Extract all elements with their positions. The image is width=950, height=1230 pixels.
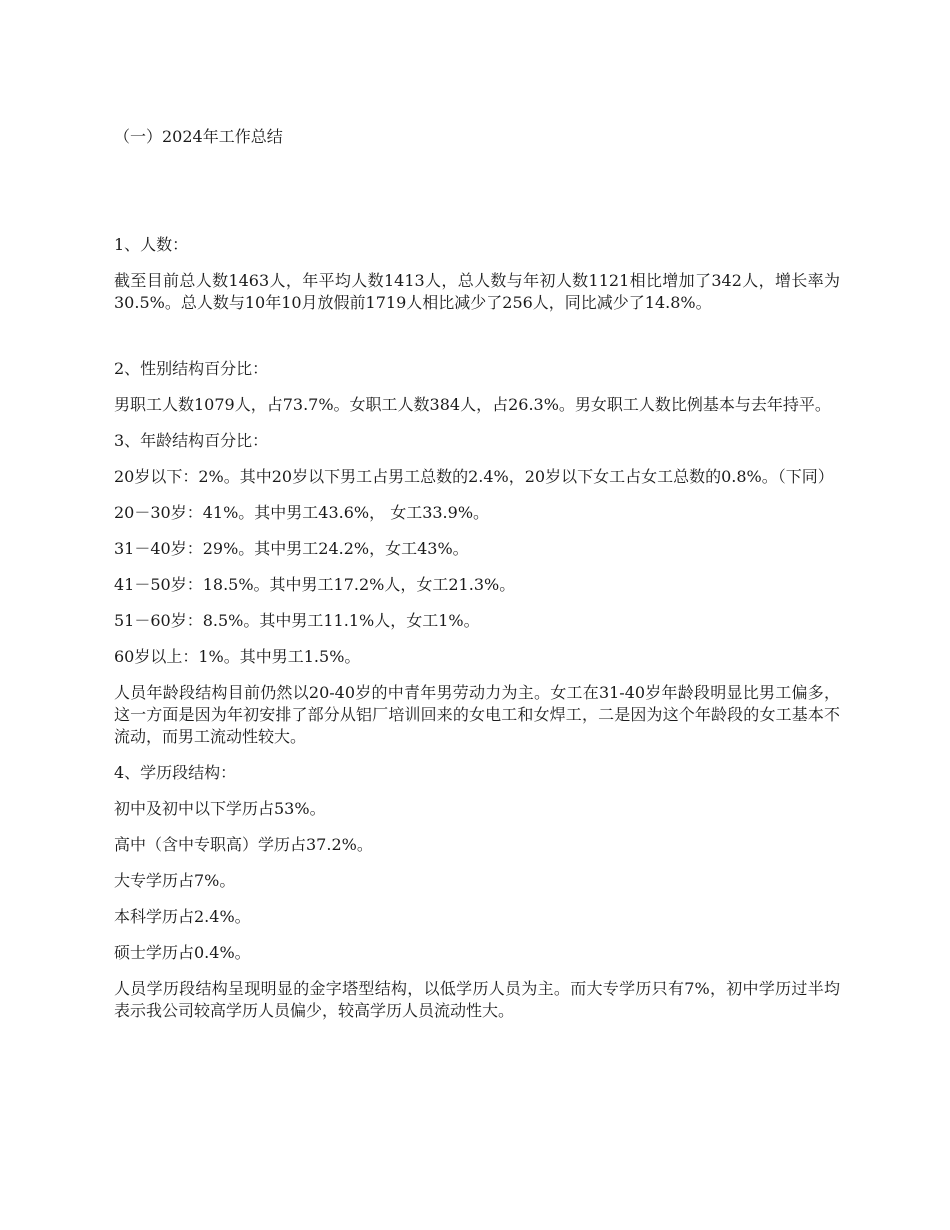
- paragraph-edu-master: 硕士学历占0.4%。: [114, 943, 251, 962]
- paragraph-age-under-20: 20岁以下：2%。其中20岁以下男工占男工总数的2.4%，20岁以下女工占女工总数的0.8%。（下同）: [114, 467, 834, 486]
- paragraph-gender: 男职工人数1079人，占73.7%。女职工人数384人，占26.3%。男女职工人数比例基本与去年持平。: [114, 395, 831, 414]
- section-title: （一）2024年工作总结: [114, 127, 283, 146]
- paragraph-edu-summary: 人员学历段结构呈现明显的金字塔型结构，以低学历人员为主。而大专学历只有7%，初中学历过半均表示我公司较高学历人员偏少，较高学历人员流动性大。: [114, 979, 840, 1020]
- paragraph-edu-college: 大专学历占7%。: [114, 871, 236, 890]
- paragraph-age-over-60: 60岁以上：1%。其中男工1.5%。: [114, 647, 361, 666]
- paragraph-age-31-40: 31－40岁：29%。其中男工24.2%，女工43%。: [114, 539, 469, 558]
- paragraph-age-51-60: 51－60岁：8.5%。其中男工11.1%人，女工1%。: [114, 611, 480, 630]
- heading-gender: 2、性别结构百分比：: [114, 359, 269, 378]
- paragraph-age-20-30: 20－30岁：41%。其中男工43.6%， 女工33.9%。: [114, 503, 490, 522]
- paragraph-edu-bachelor: 本科学历占2.4%。: [114, 907, 251, 926]
- paragraph-age-summary: 人员年龄段结构目前仍然以20-40岁的中青年男劳动力为主。女工在31-40岁年龄段明显比男工偏多，这一方面是因为年初安排了部分从铝厂培训回来的女电工和女焊工，二是因为这个年龄段的女工基本不流动，而男工流动性较大。: [114, 683, 840, 746]
- heading-education: 4、学历段结构：: [114, 763, 237, 782]
- heading-age: 3、年龄结构百分比：: [114, 431, 269, 450]
- document-body: [114, 234, 840, 1036]
- paragraph-age-41-50: 41－50岁：18.5%。其中男工17.2%人，女工21.3%。: [114, 575, 516, 594]
- paragraph-edu-high-school: 高中（含中专职高）学历占37.2%。: [114, 835, 373, 854]
- heading-headcount: 1、人数：: [114, 235, 189, 254]
- paragraph-headcount: 截至目前总人数1463人，年平均人数1413人，总人数与年初人数1121相比增加了342人，增长率为30.5%。总人数与10年10月放假前1719人相比减少了256人，同比减少了14.8%。: [114, 271, 840, 312]
- paragraph-edu-junior-high: 初中及初中以下学历占53%。: [114, 799, 326, 818]
